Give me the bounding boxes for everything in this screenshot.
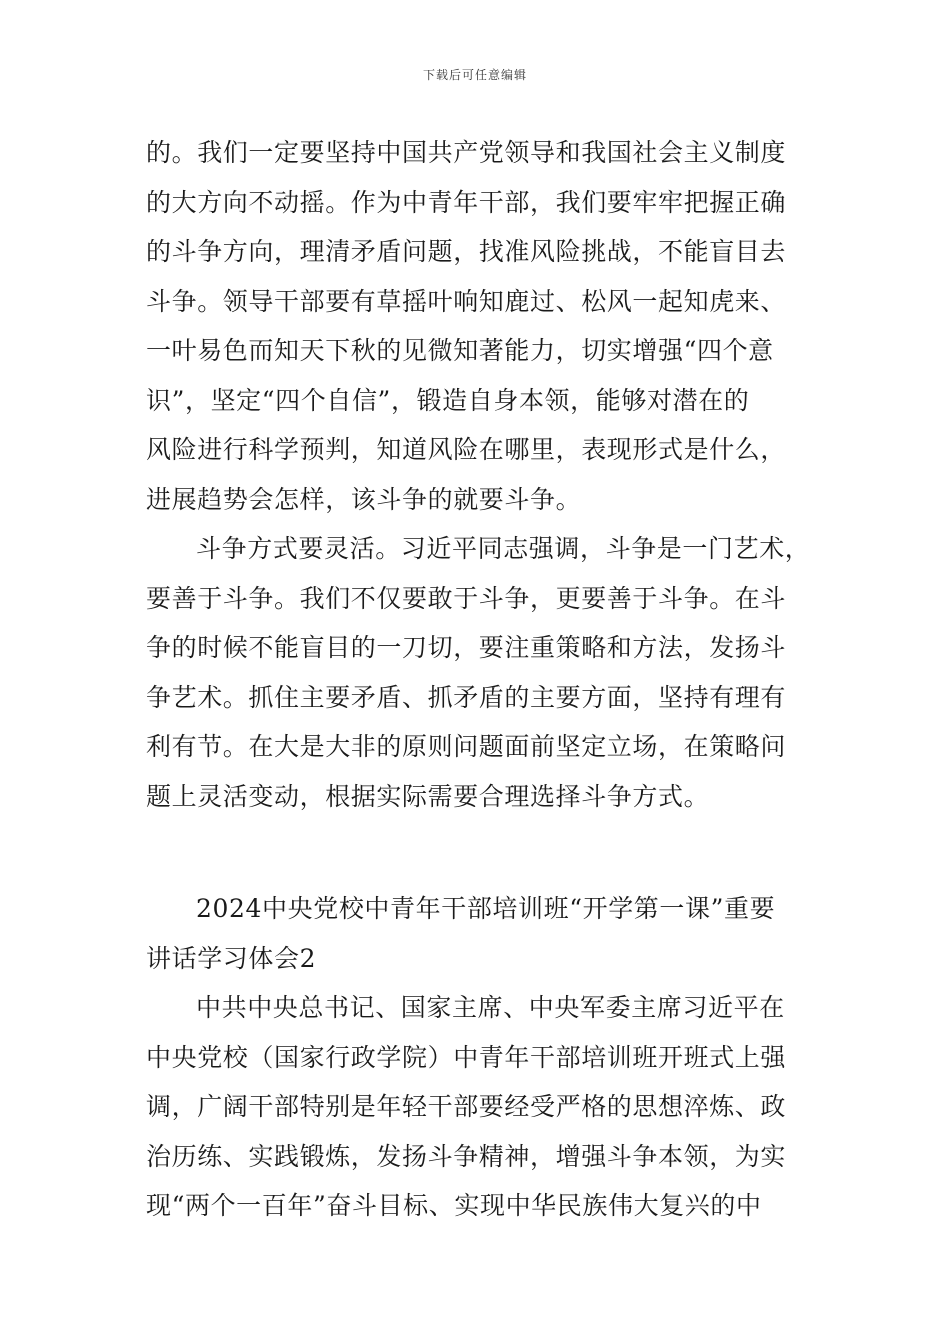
text-line: 一叶易色而知天下秋的见微知著能力，切实增强“四个意 <box>146 336 774 365</box>
text-line: 进展趋势会怎样，该斗争的就要斗争。 <box>146 484 582 514</box>
text-line: 调，广阔干部特别是年轻干部要经受严格的思想淬炼、政 <box>146 1092 787 1121</box>
paragraph-2 <box>146 524 818 821</box>
text-line: 斗争。领导干部要有草摇叶响知鹿过、松风一起知虎来、 <box>146 286 787 316</box>
text-line: 题上灵活变动，根据实际需要合理选择斗争方式。 <box>146 781 710 811</box>
text-line: 风险进行科学预判，知道风险在哪里，表现形式是什么， <box>146 435 787 464</box>
paragraph-1 <box>146 128 818 524</box>
text-line: 的。我们一定要坚持中国共产党领导和我国社会主义制度 <box>146 138 787 167</box>
text-line: 斗争方式要灵活。习近平同志强调，斗争是一门艺术， <box>196 534 811 563</box>
text-line: 中央党校（国家行政学院）中青年干部培训班开班式上强 <box>146 1042 787 1072</box>
text-line: 要善于斗争。我们不仅要敢于斗争，更要善于斗争。在斗 <box>146 583 787 613</box>
text-line: 现“两个一百年”奋斗目标、实现中华民族伟大复兴的中 <box>146 1191 762 1220</box>
text-line: 争艺术。抓住主要矛盾、抓矛盾的主要方面，坚持有理有 <box>146 682 787 712</box>
paragraph-3 <box>146 983 818 1231</box>
article-title <box>146 884 818 983</box>
text-line: 争的时候不能盲目的一刀切，要注重策略和方法，发扬斗 <box>146 633 787 662</box>
download-note: 下载后可任意编辑 <box>422 68 527 82</box>
title-line: 讲话学习体会2 <box>146 943 317 973</box>
document-body <box>146 128 818 1231</box>
text-line: 识”，坚定“四个自信”，锻造自身本领，能够对潜在的 <box>146 385 750 415</box>
text-line: 利有节。在大是大非的原则问题面前坚定立场，在策略问 <box>146 732 787 761</box>
section-spacer <box>146 821 818 884</box>
text-line: 的斗争方向，理清矛盾问题，找准风险挑战，不能盲目去 <box>146 237 787 266</box>
text-line: 中共中央总书记、国家主席、中央军委主席习近平在 <box>196 993 785 1022</box>
title-line: 2024中央党校中青年干部培训班“开学第一课”重要 <box>196 894 776 923</box>
text-line: 的大方向不动摇。作为中青年干部，我们要牢牢把握正确 <box>146 187 787 217</box>
text-line: 治历练、实践锻炼，发扬斗争精神，增强斗争本领，为实 <box>146 1141 787 1171</box>
